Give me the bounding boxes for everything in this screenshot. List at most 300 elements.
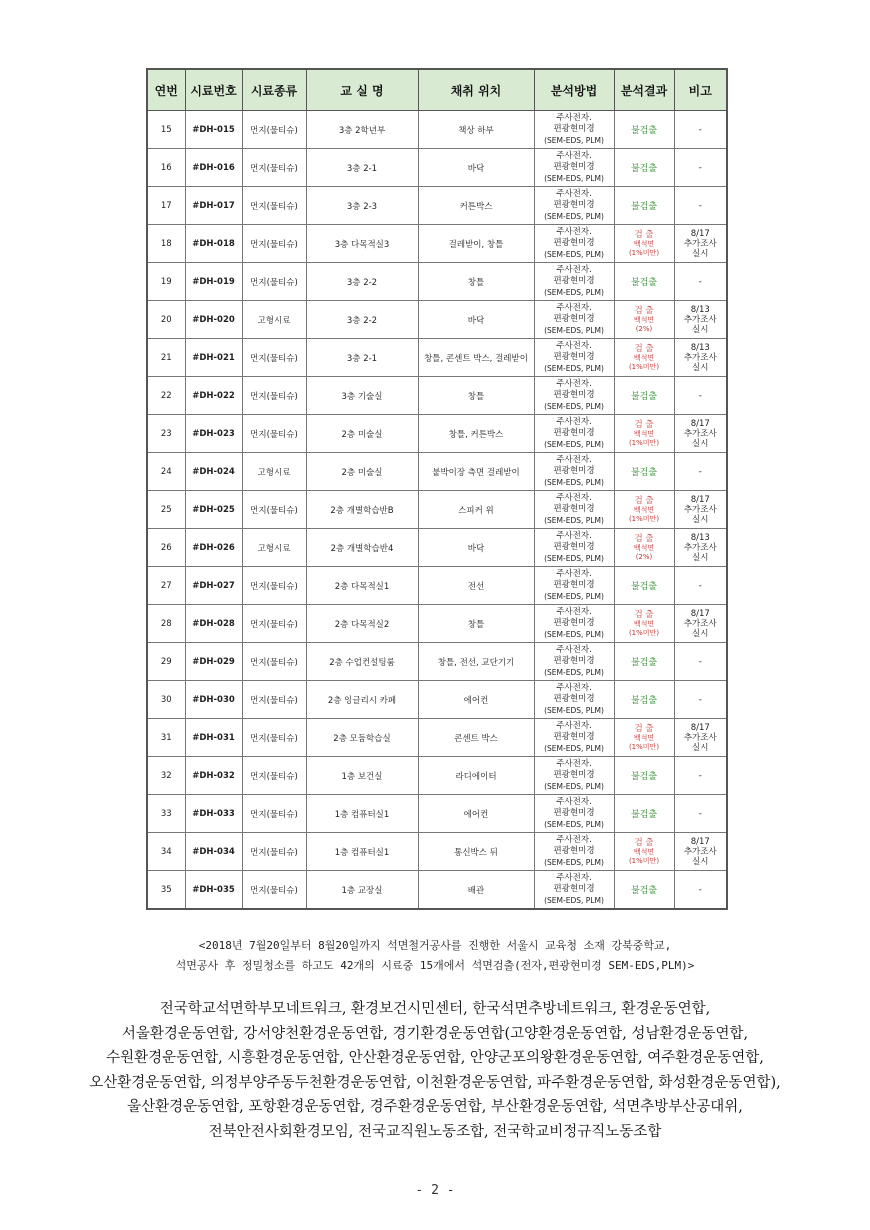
cell-sample-type: 먼지(물티슈)	[242, 263, 306, 301]
cell-room: 1층 컴퓨터실1	[306, 833, 418, 871]
result-detected: 검 출	[634, 723, 654, 734]
cell-note	[674, 225, 727, 263]
note-line: -	[698, 770, 702, 781]
cell-sample-id: #DH-019	[185, 263, 242, 301]
method-line: 편광현미경	[553, 732, 595, 742]
method-line: 편광현미경	[553, 580, 595, 590]
note-line: 실시	[692, 742, 709, 753]
cell-location: 바닥	[418, 301, 534, 339]
cell-result	[614, 491, 674, 529]
cell-result	[614, 225, 674, 263]
cell-room: 2층 다목적실2	[306, 605, 418, 643]
cell-method	[534, 833, 614, 871]
cell-room: 3층 2-1	[306, 339, 418, 377]
cell-method	[534, 719, 614, 757]
cell-result	[614, 605, 674, 643]
method-line: (SEM-EDS, PLM)	[544, 440, 604, 449]
cell-note	[674, 681, 727, 719]
cell-room: 3층 2학년부	[306, 111, 418, 149]
note-line: -	[698, 200, 702, 211]
cell-note	[674, 833, 727, 871]
table-row	[147, 757, 727, 795]
method-line: (SEM-EDS, PLM)	[544, 402, 604, 411]
result-detail: 백석면	[633, 543, 655, 552]
cell-location: 창틀	[418, 605, 534, 643]
cell-sample-type: 먼지(물티슈)	[242, 491, 306, 529]
header-note: 비고	[674, 69, 727, 111]
cell-room: 2층 개별학습반4	[306, 529, 418, 567]
cell-result	[614, 529, 674, 567]
table-header-row	[147, 69, 727, 111]
cell-room: 2층 모둠학습실	[306, 719, 418, 757]
note-line: -	[698, 390, 702, 401]
result-not-detected: 불검출	[630, 126, 658, 136]
cell-no: 30	[147, 681, 185, 719]
result-detail: (1%미만)	[628, 514, 660, 523]
cell-method	[534, 187, 614, 225]
cell-result	[614, 681, 674, 719]
cell-sample-type: 먼지(물티슈)	[242, 605, 306, 643]
note-line: 실시	[692, 362, 709, 373]
method-line: (SEM-EDS, PLM)	[544, 896, 604, 905]
cell-sample-id: #DH-017	[185, 187, 242, 225]
note-line: 실시	[692, 628, 709, 639]
page-number: - 2 -	[415, 1183, 455, 1198]
cell-location: 전선	[418, 567, 534, 605]
org-line: 울산환경운동연합, 포항환경운동연합, 경주환경운동연합, 부산환경운동연합, 석면추방부산공대위,	[127, 1099, 743, 1115]
note-line: 실시	[692, 552, 709, 563]
note-line: 실시	[692, 248, 709, 259]
note-line: 8/17	[690, 228, 710, 239]
result-detail: (1%미만)	[628, 628, 660, 637]
cell-no: 17	[147, 187, 185, 225]
cell-note	[674, 719, 727, 757]
caption-line: <2018년 7월20일부터 8월20일까지 석면철거공사를 진행한 서울시 교육청 소재 강북중학교,	[198, 939, 672, 952]
cell-sample-id: #DH-031	[185, 719, 242, 757]
result-detail: 백석면	[633, 315, 655, 324]
table-row	[147, 491, 727, 529]
cell-result	[614, 111, 674, 149]
method-line: 편광현미경	[553, 694, 595, 704]
table-row	[147, 529, 727, 567]
cell-result	[614, 149, 674, 187]
method-line: 주사전자.	[556, 151, 592, 161]
method-line: (SEM-EDS, PLM)	[544, 364, 604, 373]
cell-method	[534, 225, 614, 263]
cell-method	[534, 567, 614, 605]
method-line: 편광현미경	[553, 808, 595, 818]
cell-location: 커튼박스	[418, 187, 534, 225]
cell-result	[614, 833, 674, 871]
cell-sample-id: #DH-016	[185, 149, 242, 187]
table-row	[147, 871, 727, 910]
method-line: 주사전자.	[556, 341, 592, 351]
cell-note	[674, 453, 727, 491]
result-detected: 검 출	[634, 495, 654, 506]
note-line: 8/13	[690, 532, 710, 543]
method-line: (SEM-EDS, PLM)	[544, 820, 604, 829]
cell-method	[534, 529, 614, 567]
cell-room: 3층 2-1	[306, 149, 418, 187]
method-line: 주사전자.	[556, 797, 592, 807]
cell-method	[534, 301, 614, 339]
cell-room: 2층 수업컨설팅룸	[306, 643, 418, 681]
cell-sample-type: 먼지(물티슈)	[242, 111, 306, 149]
cell-note	[674, 111, 727, 149]
cell-location: 창틀, 전선, 교단기기	[418, 643, 534, 681]
note-line: 실시	[692, 514, 709, 525]
cell-no: 25	[147, 491, 185, 529]
cell-result	[614, 719, 674, 757]
organization-list	[0, 997, 870, 1144]
caption-line: 석면공사 후 정밀청소를 하고도 42개의 시료중 15개에서 석면검출(전자,편광현미경 SEM-EDS,PLM)>	[175, 959, 695, 972]
results-table	[146, 68, 728, 910]
note-line: -	[698, 580, 702, 591]
result-not-detected: 불검출	[630, 658, 658, 668]
cell-room: 1층 보건실	[306, 757, 418, 795]
method-line: (SEM-EDS, PLM)	[544, 250, 604, 259]
note-line: 추가조사	[683, 618, 717, 629]
org-line: 전국학교석면학부모네트워크, 환경보건시민센터, 한국석면추방네트워크, 환경운동연합,	[159, 1001, 711, 1017]
cell-method	[534, 149, 614, 187]
method-line: 주사전자.	[556, 607, 592, 617]
cell-room: 3층 2-2	[306, 263, 418, 301]
note-line: -	[698, 124, 702, 135]
result-not-detected: 불검출	[630, 202, 658, 212]
table-row	[147, 643, 727, 681]
table-body	[147, 111, 727, 910]
table-row	[147, 453, 727, 491]
cell-result	[614, 339, 674, 377]
cell-sample-type: 고형시료	[242, 529, 306, 567]
cell-location: 통신박스 뒤	[418, 833, 534, 871]
cell-location: 창틀	[418, 263, 534, 301]
cell-no: 32	[147, 757, 185, 795]
cell-result	[614, 757, 674, 795]
cell-sample-id: #DH-033	[185, 795, 242, 833]
method-line: (SEM-EDS, PLM)	[544, 706, 604, 715]
table-row	[147, 263, 727, 301]
cell-no: 34	[147, 833, 185, 871]
method-line: 주사전자.	[556, 835, 592, 845]
method-line: (SEM-EDS, PLM)	[544, 288, 604, 297]
result-detected: 검 출	[634, 533, 654, 544]
cell-sample-type: 먼지(물티슈)	[242, 377, 306, 415]
cell-location: 배관	[418, 871, 534, 910]
cell-note	[674, 377, 727, 415]
cell-result	[614, 415, 674, 453]
cell-method	[534, 795, 614, 833]
method-line: 편광현미경	[553, 200, 595, 210]
cell-location: 창틀, 커튼박스	[418, 415, 534, 453]
note-line: 추가조사	[683, 314, 717, 325]
cell-sample-type: 먼지(물티슈)	[242, 643, 306, 681]
cell-room: 1층 컴퓨터실1	[306, 795, 418, 833]
cell-location: 에어컨	[418, 681, 534, 719]
note-line: 8/17	[690, 418, 710, 429]
cell-note	[674, 415, 727, 453]
header-sample-type: 시료종류	[242, 69, 306, 111]
cell-note	[674, 757, 727, 795]
method-line: 주사전자.	[556, 493, 592, 503]
cell-note	[674, 301, 727, 339]
org-line: 수원환경운동연합, 시흥환경운동연합, 안산환경운동연합, 안양군포의왕환경운동연합, 여주환경운동연합,	[106, 1050, 764, 1066]
header-no: 연번	[147, 69, 185, 111]
cell-result	[614, 871, 674, 910]
note-line: 8/17	[690, 722, 710, 733]
cell-location: 바닥	[418, 529, 534, 567]
note-line: 추가조사	[683, 732, 717, 743]
method-line: 주사전자.	[556, 303, 592, 313]
note-line: 추가조사	[683, 238, 717, 249]
table-row	[147, 301, 727, 339]
method-line: (SEM-EDS, PLM)	[544, 592, 604, 601]
note-line: 추가조사	[683, 846, 717, 857]
cell-sample-id: #DH-023	[185, 415, 242, 453]
cell-no: 24	[147, 453, 185, 491]
method-line: 주사전자.	[556, 721, 592, 731]
cell-sample-type: 고형시료	[242, 453, 306, 491]
method-line: (SEM-EDS, PLM)	[544, 668, 604, 677]
method-line: (SEM-EDS, PLM)	[544, 516, 604, 525]
method-line: 편광현미경	[553, 428, 595, 438]
cell-sample-type: 먼지(물티슈)	[242, 757, 306, 795]
cell-method	[534, 339, 614, 377]
note-line: 추가조사	[683, 352, 717, 363]
cell-sample-type: 먼지(물티슈)	[242, 567, 306, 605]
cell-location: 스피커 위	[418, 491, 534, 529]
method-line: 주사전자.	[556, 113, 592, 123]
method-line: (SEM-EDS, PLM)	[544, 782, 604, 791]
cell-location: 붙박이장 측면 걸레받이	[418, 453, 534, 491]
result-detected: 검 출	[634, 343, 654, 354]
cell-no: 31	[147, 719, 185, 757]
cell-no: 23	[147, 415, 185, 453]
cell-sample-type: 먼지(물티슈)	[242, 225, 306, 263]
note-line: 추가조사	[683, 542, 717, 553]
method-line: (SEM-EDS, PLM)	[544, 744, 604, 753]
method-line: (SEM-EDS, PLM)	[544, 174, 604, 183]
result-detail: 백석면	[633, 353, 655, 362]
cell-method	[534, 871, 614, 910]
result-detail: 백석면	[633, 239, 655, 248]
cell-sample-id: #DH-015	[185, 111, 242, 149]
cell-method	[534, 491, 614, 529]
note-line: 8/17	[690, 494, 710, 505]
cell-sample-type: 먼지(물티슈)	[242, 149, 306, 187]
method-line: 편광현미경	[553, 770, 595, 780]
note-line: -	[698, 694, 702, 705]
method-line: 편광현미경	[553, 162, 595, 172]
note-line: -	[698, 808, 702, 819]
cell-method	[534, 643, 614, 681]
cell-sample-type: 먼지(물티슈)	[242, 795, 306, 833]
method-line: 편광현미경	[553, 618, 595, 628]
result-detail: (1%미만)	[628, 438, 660, 447]
note-line: 추가조사	[683, 428, 717, 439]
cell-sample-id: #DH-034	[185, 833, 242, 871]
cell-no: 26	[147, 529, 185, 567]
table-row	[147, 833, 727, 871]
cell-sample-id: #DH-032	[185, 757, 242, 795]
cell-note	[674, 643, 727, 681]
cell-method	[534, 605, 614, 643]
table-row	[147, 415, 727, 453]
result-detail: 백석면	[633, 429, 655, 438]
method-line: (SEM-EDS, PLM)	[544, 212, 604, 221]
result-detected: 검 출	[634, 837, 654, 848]
note-line: -	[698, 276, 702, 287]
cell-no: 19	[147, 263, 185, 301]
note-line: -	[698, 162, 702, 173]
cell-location: 책상 하부	[418, 111, 534, 149]
cell-note	[674, 149, 727, 187]
method-line: 주사전자.	[556, 379, 592, 389]
table-row	[147, 187, 727, 225]
cell-no: 27	[147, 567, 185, 605]
result-not-detected: 불검출	[630, 164, 658, 174]
cell-note	[674, 529, 727, 567]
cell-room: 2층 미술실	[306, 453, 418, 491]
cell-sample-id: #DH-035	[185, 871, 242, 910]
method-line: 주사전자.	[556, 189, 592, 199]
result-not-detected: 불검출	[630, 696, 658, 706]
cell-sample-id: #DH-026	[185, 529, 242, 567]
table-row	[147, 567, 727, 605]
result-detail: (1%미만)	[628, 248, 660, 257]
table-row	[147, 681, 727, 719]
table-row	[147, 719, 727, 757]
cell-sample-type: 먼지(물티슈)	[242, 339, 306, 377]
method-line: 편광현미경	[553, 656, 595, 666]
header-sample-id: 시료번호	[185, 69, 242, 111]
cell-location: 에어컨	[418, 795, 534, 833]
result-detected: 검 출	[634, 229, 654, 240]
result-detail: 백석면	[633, 847, 655, 856]
result-detail: (1%미만)	[628, 742, 660, 751]
cell-location: 바닥	[418, 149, 534, 187]
result-detected: 검 출	[634, 419, 654, 430]
cell-sample-id: #DH-028	[185, 605, 242, 643]
note-line: 8/17	[690, 836, 710, 847]
cell-room: 3층 2-2	[306, 301, 418, 339]
cell-room: 2층 잉글리시 카페	[306, 681, 418, 719]
method-line: 주사전자.	[556, 683, 592, 693]
method-line: 편광현미경	[553, 124, 595, 134]
table-row	[147, 225, 727, 263]
method-line: 편광현미경	[553, 542, 595, 552]
cell-no: 28	[147, 605, 185, 643]
cell-room: 3층 다목적실3	[306, 225, 418, 263]
note-line: 8/13	[690, 342, 710, 353]
result-not-detected: 불검출	[630, 582, 658, 592]
method-line: 주사전자.	[556, 265, 592, 275]
method-line: 주사전자.	[556, 759, 592, 769]
method-line: 편광현미경	[553, 390, 595, 400]
cell-method	[534, 415, 614, 453]
method-line: (SEM-EDS, PLM)	[544, 858, 604, 867]
cell-no: 33	[147, 795, 185, 833]
result-detail: 백석면	[633, 619, 655, 628]
method-line: (SEM-EDS, PLM)	[544, 136, 604, 145]
cell-sample-id: #DH-021	[185, 339, 242, 377]
cell-sample-type: 고형시료	[242, 301, 306, 339]
cell-room: 2층 개별학습반B	[306, 491, 418, 529]
cell-sample-id: #DH-018	[185, 225, 242, 263]
cell-method	[534, 111, 614, 149]
cell-result	[614, 643, 674, 681]
cell-room: 2층 미술실	[306, 415, 418, 453]
cell-room: 1층 교장실	[306, 871, 418, 910]
header-result: 분석결과	[614, 69, 674, 111]
cell-note	[674, 187, 727, 225]
result-not-detected: 불검출	[630, 886, 658, 896]
cell-location: 라디에이터	[418, 757, 534, 795]
method-line: (SEM-EDS, PLM)	[544, 478, 604, 487]
cell-sample-id: #DH-024	[185, 453, 242, 491]
method-line: 편광현미경	[553, 504, 595, 514]
method-line: 주사전자.	[556, 645, 592, 655]
cell-result	[614, 377, 674, 415]
method-line: (SEM-EDS, PLM)	[544, 326, 604, 335]
method-line: 편광현미경	[553, 846, 595, 856]
table-row	[147, 339, 727, 377]
cell-no: 35	[147, 871, 185, 910]
cell-note	[674, 605, 727, 643]
method-line: 편광현미경	[553, 276, 595, 286]
table-row	[147, 111, 727, 149]
cell-sample-id: #DH-025	[185, 491, 242, 529]
cell-sample-type: 먼지(물티슈)	[242, 415, 306, 453]
cell-sample-id: #DH-020	[185, 301, 242, 339]
cell-note	[674, 339, 727, 377]
table-row	[147, 149, 727, 187]
result-not-detected: 불검출	[630, 468, 658, 478]
table-row	[147, 605, 727, 643]
result-detail: (2%)	[635, 324, 653, 333]
org-line: 서울환경운동연합, 강서양천환경운동연합, 경기환경운동연합(고양환경운동연합, 성남환경운동연합,	[121, 1025, 749, 1042]
cell-location: 콘센트 박스	[418, 719, 534, 757]
cell-no: 15	[147, 111, 185, 149]
cell-room: 2층 다목적실1	[306, 567, 418, 605]
table-row	[147, 377, 727, 415]
result-not-detected: 불검출	[630, 392, 658, 402]
note-line: 추가조사	[683, 504, 717, 515]
method-line: 주사전자.	[556, 455, 592, 465]
method-line: 주사전자.	[556, 531, 592, 541]
cell-method	[534, 757, 614, 795]
cell-no: 29	[147, 643, 185, 681]
note-line: -	[698, 656, 702, 667]
cell-sample-id: #DH-027	[185, 567, 242, 605]
cell-result	[614, 187, 674, 225]
cell-sample-type: 먼지(물티슈)	[242, 681, 306, 719]
method-line: (SEM-EDS, PLM)	[544, 554, 604, 563]
cell-method	[534, 263, 614, 301]
method-line: 주사전자.	[556, 227, 592, 237]
header-room: 교 실 명	[306, 69, 418, 111]
cell-sample-type: 먼지(물티슈)	[242, 871, 306, 910]
cell-sample-type: 먼지(물티슈)	[242, 833, 306, 871]
cell-location: 걸레받이, 창틀	[418, 225, 534, 263]
note-line: 실시	[692, 324, 709, 335]
result-detail: (1%미만)	[628, 856, 660, 865]
org-line: 오산환경운동연합, 의정부양주동두천환경운동연합, 이천환경운동연합, 파주환경운동연합, 화성환경운동연합),	[89, 1074, 781, 1091]
method-line: 주사전자.	[556, 569, 592, 579]
cell-method	[534, 681, 614, 719]
cell-no: 16	[147, 149, 185, 187]
method-line: 편광현미경	[553, 466, 595, 476]
